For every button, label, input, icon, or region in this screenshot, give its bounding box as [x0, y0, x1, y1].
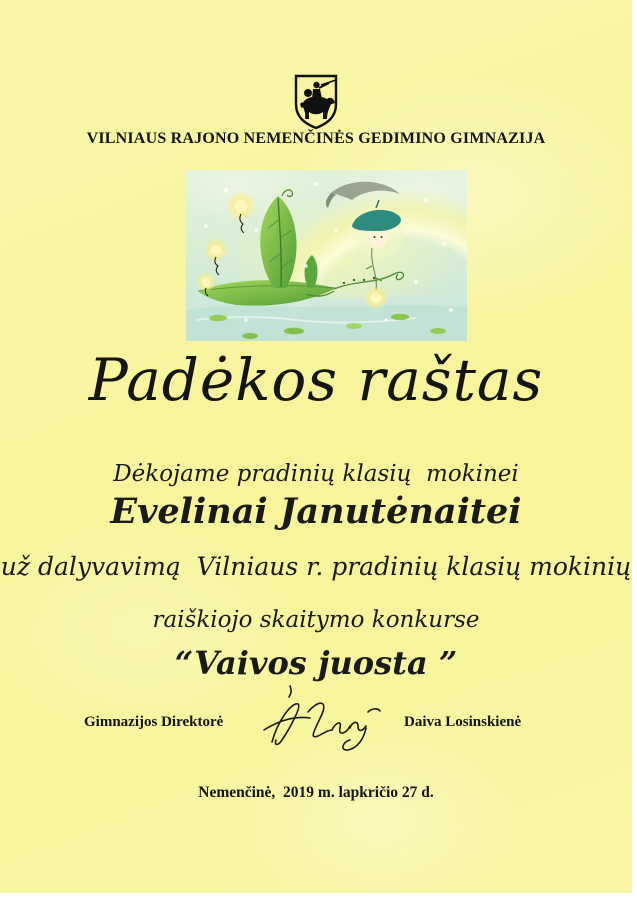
contest-type-line: raiškiojo skaitymo konkurse	[152, 607, 480, 633]
contest-name: “Vaivos juosta ”	[174, 644, 458, 682]
candle-glow	[196, 191, 256, 296]
coat-of-arms-vytis-icon	[293, 74, 339, 130]
signer-name: Daiva Losinskienė	[404, 714, 522, 730]
signer-title: Gimnazijos Direktorė	[84, 714, 224, 730]
leaf-sail	[260, 196, 296, 288]
dedication-line: Dėkojame pradinių klasių mokinei	[113, 461, 519, 487]
illustration-art	[186, 170, 467, 341]
school-name: VILNIAUS RAJONO NEMENČINĖS GEDIMINO GIMNAZIJA	[86, 130, 546, 147]
participation-line: už dalyvavimą Vilniaus r. pradinių klasių mokinių	[0, 552, 632, 581]
small-leaf	[305, 255, 318, 288]
recipient-name: Evelinai Janutėnaitei	[110, 491, 522, 532]
watercolor-illustration	[186, 170, 467, 341]
date-place-line: Nemenčinė, 2019 m. lapkričio 27 d.	[198, 784, 434, 801]
signature-handwritten	[260, 684, 384, 760]
fairy-character	[352, 200, 404, 310]
certificate-title: Padėkos raštas	[88, 346, 544, 414]
bird-icon	[332, 182, 400, 200]
